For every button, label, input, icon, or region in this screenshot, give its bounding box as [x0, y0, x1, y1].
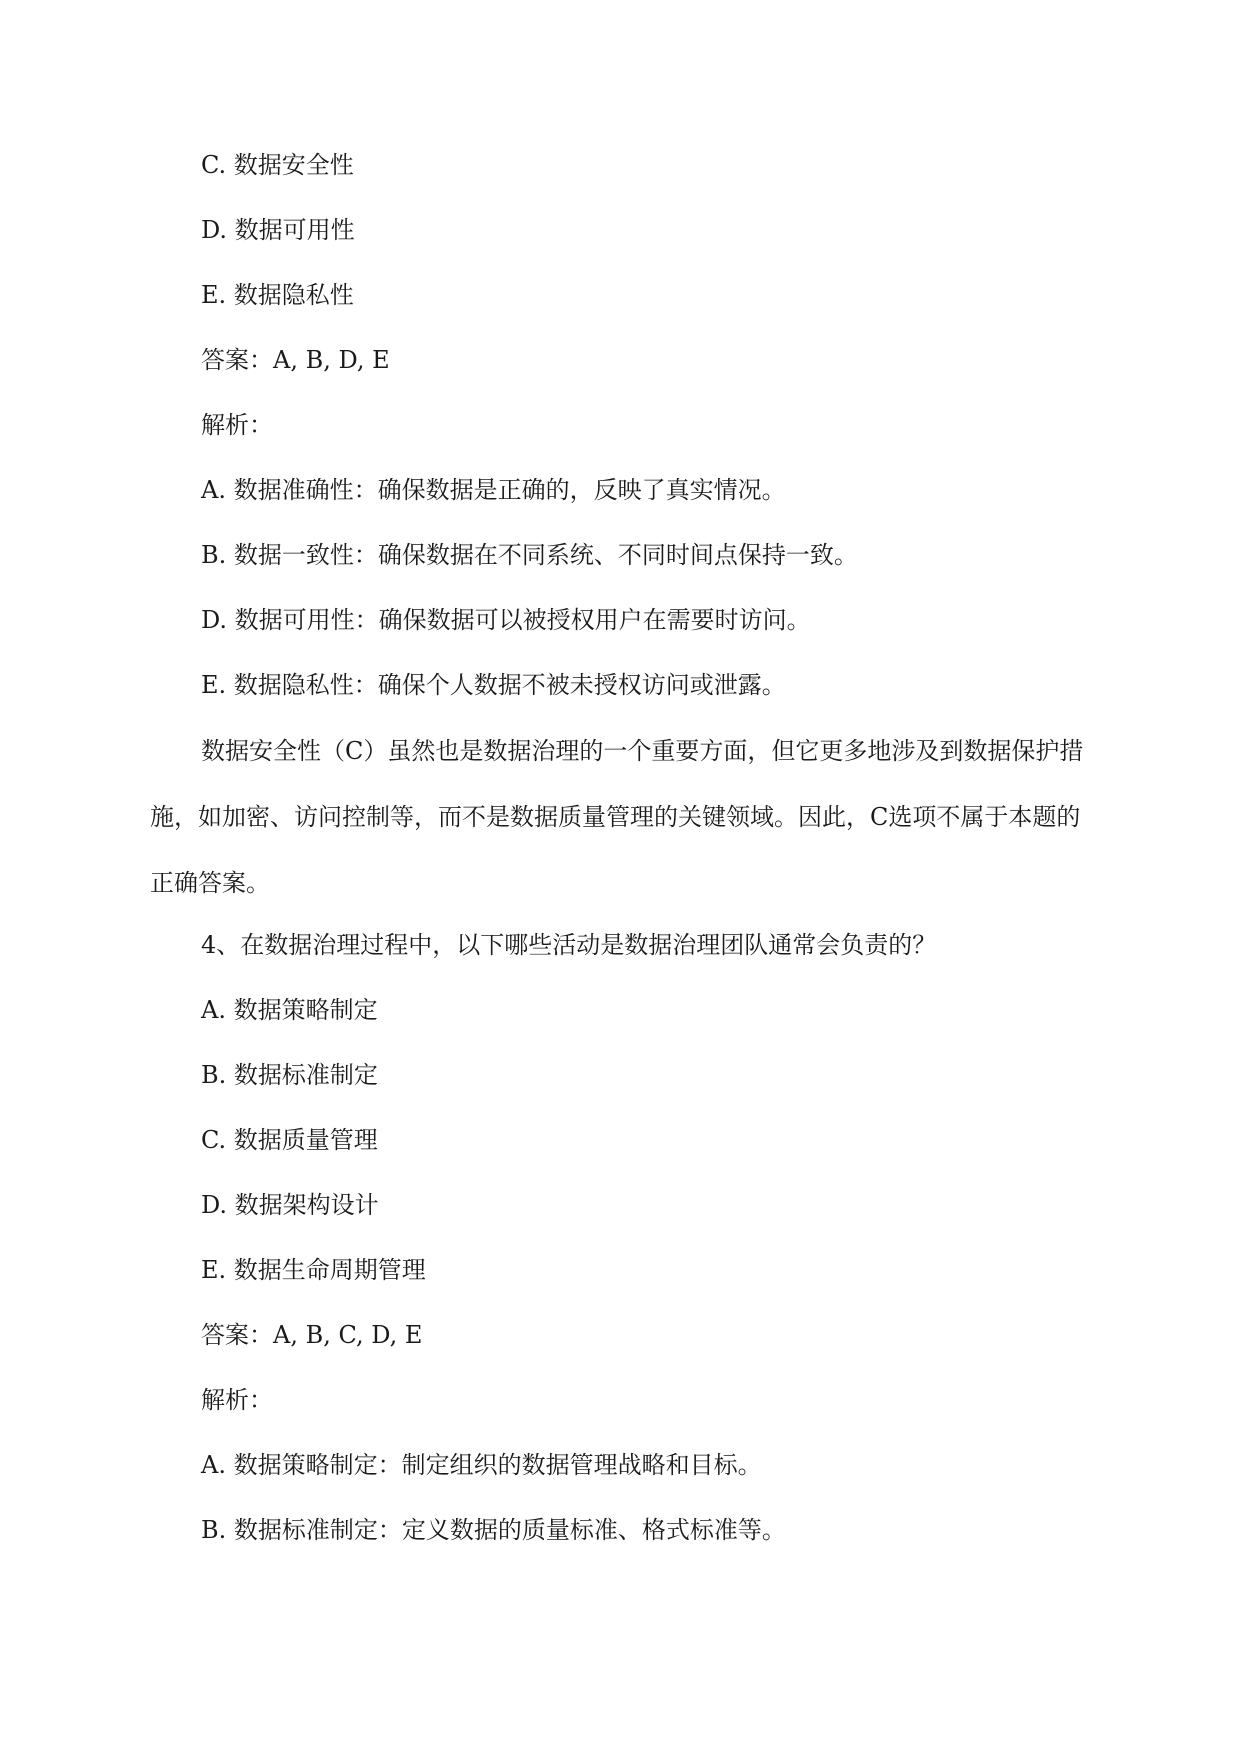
question-4-analysis-item-b: B. 数据标准制定：定义数据的质量标准、格式标准等。: [201, 1516, 786, 1544]
question-4-option-e: E. 数据生命周期管理: [201, 1256, 426, 1284]
question-4-option-c: C. 数据质量管理: [201, 1126, 378, 1154]
analysis-item-e: E. 数据隐私性：确保个人数据不被未授权访问或泄露。: [201, 671, 786, 699]
analysis-item-a: A. 数据准确性：确保数据是正确的，反映了真实情况。: [201, 476, 786, 504]
question-4-option-a: A. 数据策略制定: [201, 996, 378, 1024]
question-4-analysis-item-a: A. 数据策略制定：制定组织的数据管理战略和目标。: [201, 1451, 762, 1479]
option-e: E. 数据隐私性: [201, 281, 354, 309]
question-4-analysis-label: 解析：: [201, 1386, 273, 1414]
option-c: C. 数据安全性: [201, 151, 354, 179]
analysis-item-b: B. 数据一致性：确保数据在不同系统、不同时间点保持一致。: [201, 541, 858, 569]
question-4-answer: 答案：A, B, C, D, E: [201, 1321, 423, 1349]
question-4-stem: 4、在数据治理过程中，以下哪些活动是数据治理团队通常会负责的？: [201, 931, 937, 959]
option-d: D. 数据可用性: [201, 216, 355, 244]
question-4-option-d: D. 数据架构设计: [201, 1191, 379, 1219]
analysis-item-d: D. 数据可用性：确保数据可以被授权用户在需要时访问。: [201, 606, 811, 634]
question-4-option-b: B. 数据标准制定: [201, 1061, 378, 1089]
explanation-paragraph: 数据安全性（C）虽然也是数据治理的一个重要方面，但它更多地涉及到数据保护措施，如加密、访问控制等，而不是数据质量管理的关键领域。因此，C选项不属于本题的正确答案。: [150, 737, 1084, 897]
analysis-label: 解析：: [201, 411, 273, 439]
answer-line: 答案：A, B, D, E: [201, 346, 390, 374]
